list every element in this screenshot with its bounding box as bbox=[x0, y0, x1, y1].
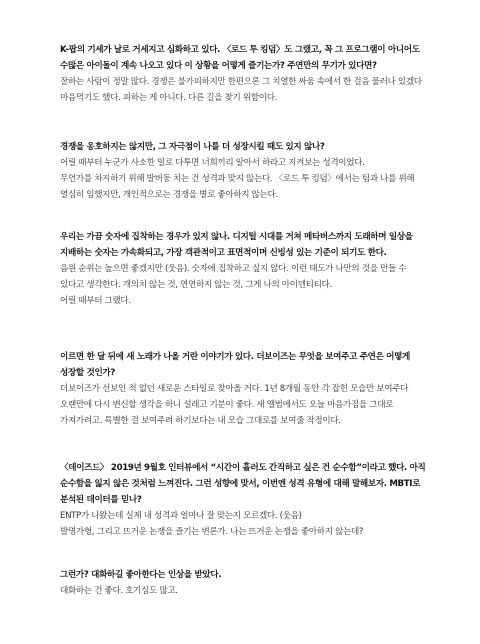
answer-text: 대화하는 건 좋다. 호기심도 많고. bbox=[60, 586, 178, 596]
answer-text: 음원 순위는 높으면 좋겠지만 (웃음). 숫자에 집착하고 싶지 않다. 이런 태도가 나만의 것을 만들 수 있다고 생각한다. 개의치 않는 것, 연연하지 않는 것, 그게 나의 아이덴티티다. bbox=[60, 264, 407, 290]
question-text: 그런가? 대화하길 좋아한다는 인상을 받았다. bbox=[60, 570, 222, 580]
answer-text: 발명가형, 그리고 뜨거운 논쟁을 즐기는 변론가. 나는 뜨거운 논쟁을 좋아하지 않는데? bbox=[60, 527, 364, 537]
answer-text: 잘하는 사람이 정말 많다. 경쟁은 불가피하지만 한편으론 그 치열한 싸움 속에서 한 걸음 물러나 있겠다 마음먹기도 했다. 피하는 게 아니다. 다른 길을 찾기 위함이다. bbox=[60, 77, 422, 103]
qa-block bbox=[60, 567, 428, 599]
question-text: 이르면 한 달 뒤에 새 노래가 나올 거란 이야기가 있다. 더보이즈는 무엇을 보여주고 주연은 어떻게 성장할 것인가? bbox=[60, 352, 411, 378]
qa-block bbox=[60, 42, 428, 106]
answer-text: ENTP가 나왔는데 실제 내 성격과 얼마나 잘 맞는지 모르겠다. (웃음) bbox=[60, 511, 302, 521]
question-text: 경쟁을 옹호하지는 않지만, 그 자극점이 나를 더 성장시킬 때도 있지 않나? bbox=[60, 142, 325, 152]
qa-block bbox=[60, 349, 428, 429]
qa-block bbox=[60, 460, 428, 540]
question-text: K-팝의 기세가 날로 거세지고 심화하고 있다. 〈로드 투 킹덤〉도 그랬고, 꼭 그 프로그램이 아니어도 수많은 아이돌이 계속 나오고 있다 이 상황을 어떻게 즐기는가? 주연만의 무기가 있다면? bbox=[60, 45, 420, 71]
qa-block bbox=[60, 229, 428, 309]
question-text: 우리는 가끔 숫자에 집착하는 경우가 있지 않나. 디지털 시대를 거쳐 메타버스까지 도래하며 일상을 지배하는 숫자는 가속화되고, 가장 객관적이고 표면적이며 신빙성 있는 기준이 되기도 한다. bbox=[60, 232, 413, 258]
answer-text: 무언가를 차지하기 위해 발버둥 치는 건 성격과 맞지 않는다. 〈로드 투 킹덤〉에서는 팀과 나를 위해 열심히 임했지만, 개인적으로는 경쟁을 별로 좋아하지 않는다. bbox=[60, 174, 415, 200]
answer-text: 어릴 때부터 누군가 사소한 일로 다투면 너희끼리 알아서 하라고 지켜보는 성격이었다. bbox=[60, 158, 365, 168]
answer-text: 어릴 때부터 그랬다. bbox=[60, 296, 131, 306]
qa-block bbox=[60, 139, 428, 203]
answer-text: 더보이즈가 선보인 적 없던 새로운 스타일로 찾아올 거다. 1년 8개월 동안 각 잡힌 모습만 보여주다 오랜만에 다시 변신할 생각을 하니 설레고 기분이 좋다. 새 앨범에서도 오늘 마음가짐을 그대로 가져가려고. 특별한 걸 보여주려 하기보다는 내 모습 그대로를 보여줄 작정이다. bbox=[60, 384, 409, 426]
question-text: 〈데이즈드〉 2019년 9월호 인터뷰에서 “시간이 흘러도 간직하고 싶은 건 순수함”이라고 했다. 아직 순수함을 잃지 않은 것처럼 느껴진다. 그런 성향에 맞서, 이번엔 성격 유형에 대해 말해보자. MBTI로 분석된 데이터를 믿나? bbox=[60, 463, 426, 505]
